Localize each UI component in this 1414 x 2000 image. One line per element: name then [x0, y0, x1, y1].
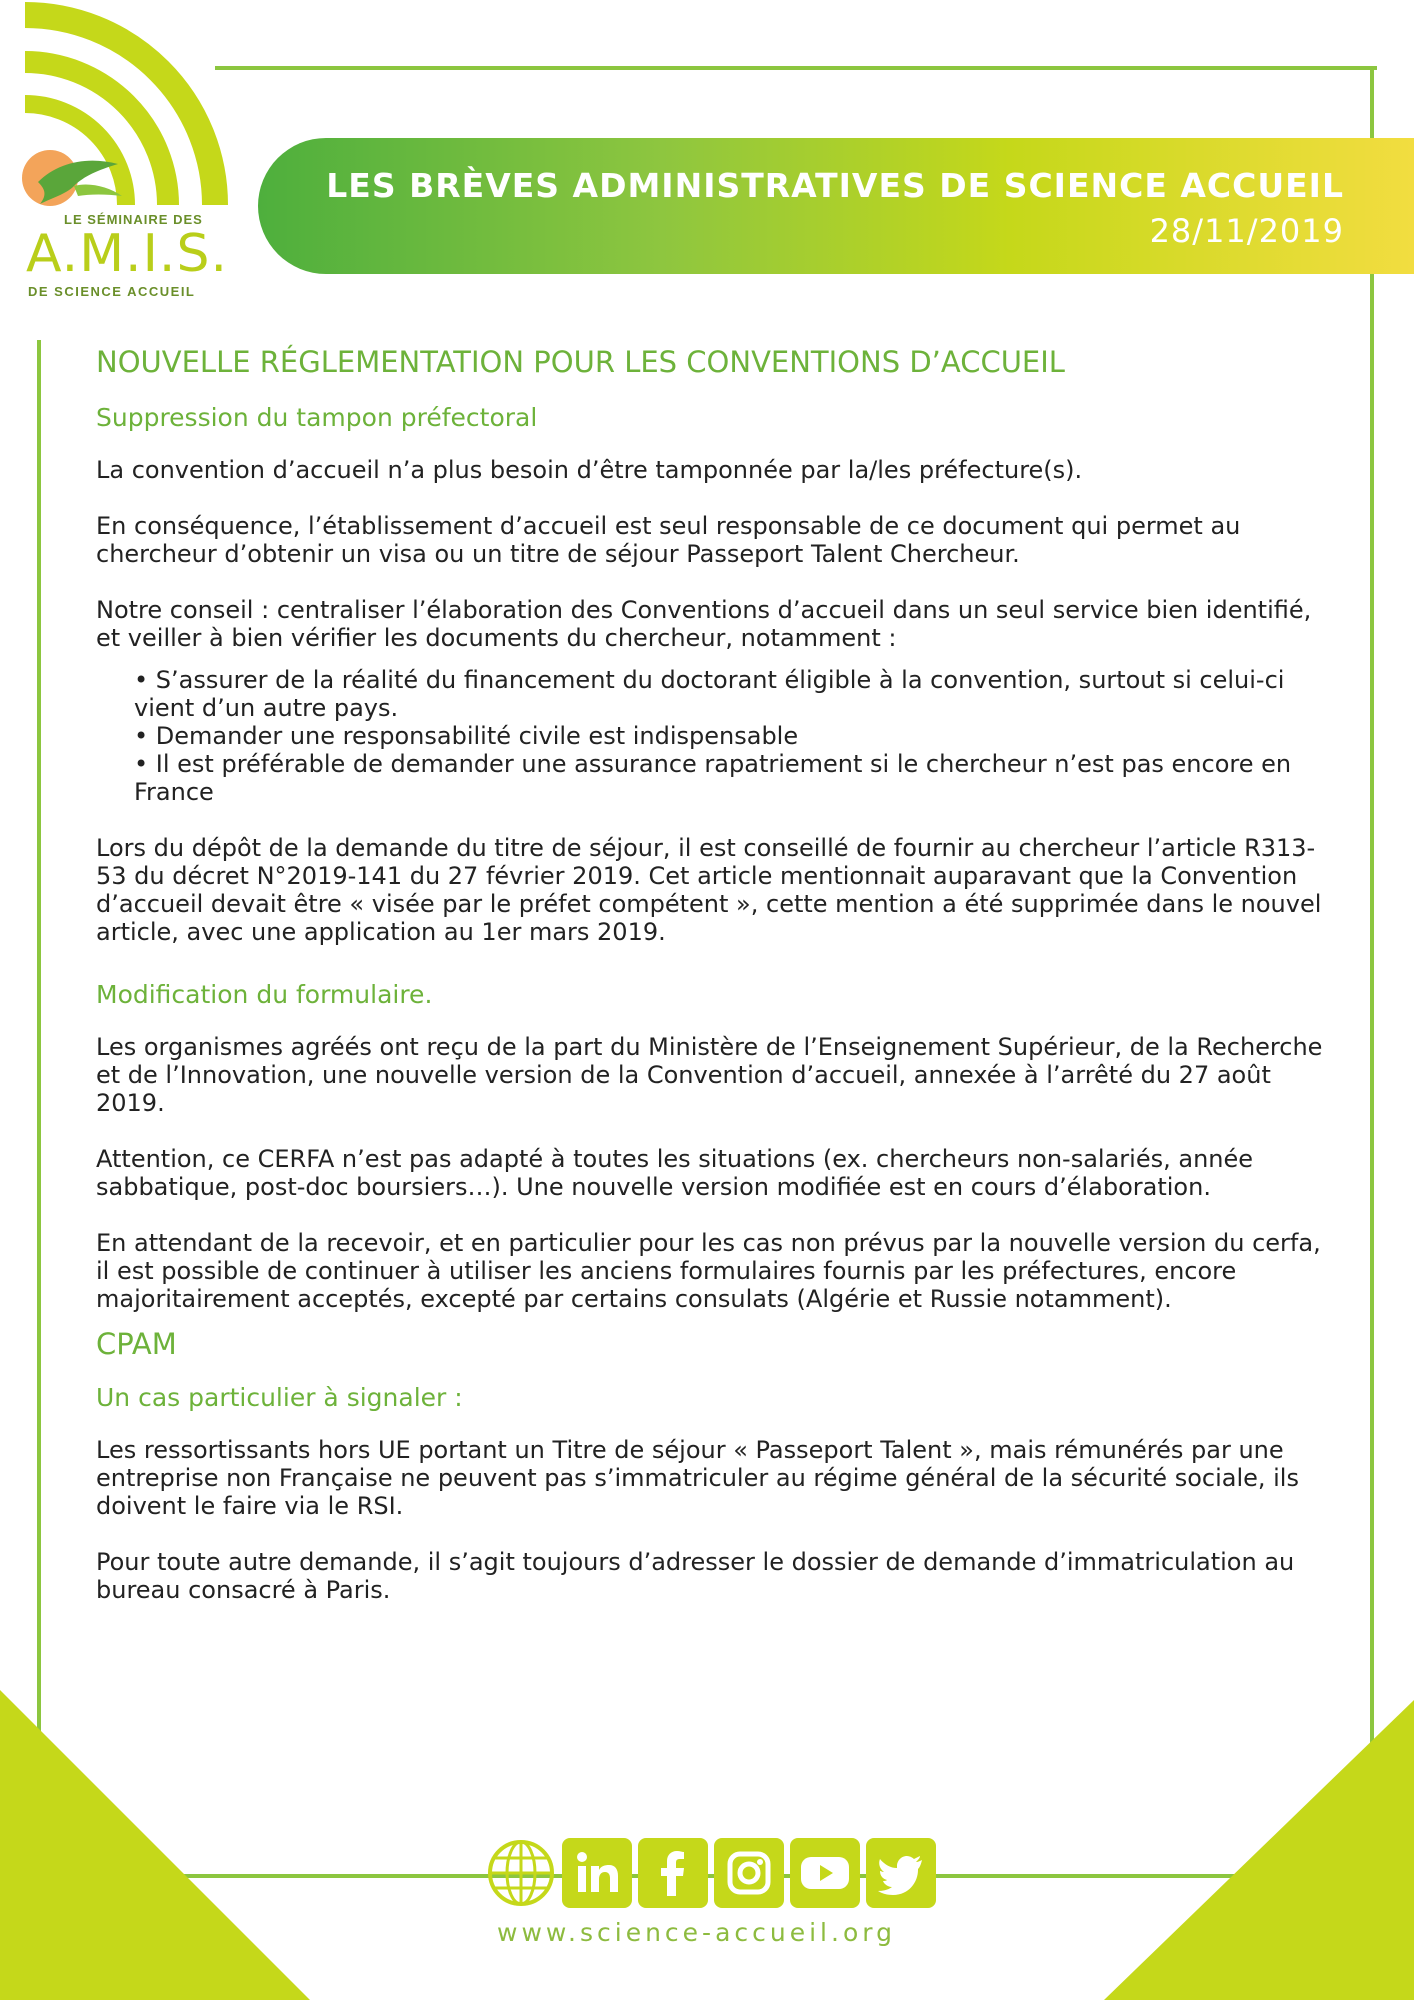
paragraph: Pour toute autre demande, il s’agit toujours d’adresser le dossier de demande d’immatriculation au bureau consacré à Paris. — [96, 1548, 1295, 1604]
subsection-title-cas-particulier: Un cas particulier à signaler : — [96, 1383, 463, 1412]
paragraph: Les ressortissants hors UE portant un Titre de séjour « Passeport Talent », mais rémunérés par une entreprise non Française ne peuvent pas s’immatriculer au régime général de la sécurité sociale, ils doivent le faire via le RSI. — [96, 1436, 1299, 1520]
paragraph: Attention, ce CERFA n’est pas adapté à toutes les situations (ex. chercheurs non-salariés, année sabbatique, post-doc boursiers…). Une nouvelle version modifiée est en cours d’élaboration. — [96, 1145, 1254, 1201]
linkedin-icon[interactable] — [562, 1838, 632, 1908]
globe-icon[interactable] — [486, 1838, 556, 1908]
facebook-icon[interactable] — [638, 1838, 708, 1908]
paragraph: Les organismes agréés ont reçu de la part du Ministère de l’Enseignement Supérieur, de la Recherche et de l’Innovation, une nouvelle version de la Convention d’accueil, annexée à l’arrêté du 27 août 2019. — [96, 1033, 1323, 1117]
main-content — [96, 345, 1336, 1632]
paragraph: En conséquence, l’établissement d’accueil est seul responsable de ce document qui permet au chercheur d’obtenir un visa ou un titre de séjour Passeport Talent Chercheur. — [96, 512, 1241, 568]
twitter-icon[interactable] — [866, 1838, 936, 1908]
paragraph: Lors du dépôt de la demande du titre de séjour, il est conseillé de fournir au chercheur l’article R313-53 du décret N°2019-141 du 27 février 2019. Cet article mentionnait auparavant que la Convention d’accueil devait être « visée par le préfet compétent », cette mention a été supprimée dans le nouvel article, avec une application au 1er mars 2019. — [96, 834, 1322, 946]
logo-line1: LE SÉMINAIRE DES — [64, 212, 203, 227]
subsection-title-formulaire: Modification du formulaire. — [96, 980, 433, 1009]
corner-decoration-right — [1104, 1700, 1414, 2000]
advice-list — [134, 666, 1336, 806]
banner-title: LES BRÈVES ADMINISTRATIVES DE SCIENCE ACCUEIL — [326, 166, 1344, 205]
header-banner — [258, 138, 1414, 274]
list-item: • Demander une responsabilité civile est indispensable — [134, 722, 799, 750]
logo-main: A.M.I.S. — [26, 224, 228, 284]
bird-icon — [18, 142, 128, 212]
section-title-conventions: NOUVELLE RÉGLEMENTATION POUR LES CONVENTIONS D’ACCUEIL — [96, 345, 1065, 379]
section-title-cpam: CPAM — [96, 1327, 177, 1361]
paragraph: Notre conseil : centraliser l’élaboration des Conventions d’accueil dans un seul service bien identifié, et veiller à bien vérifier les documents du chercheur, notamment : — [96, 596, 1312, 652]
instagram-icon[interactable] — [714, 1838, 784, 1908]
amis-logo — [0, 0, 230, 310]
corner-decoration-left — [0, 1690, 310, 2000]
list-item: • S’assurer de la réalité du financement du doctorant éligible à la convention, surtout si celui-ci vient d’un autre pays. — [134, 666, 1285, 722]
website-link[interactable]: www.science-accueil.org — [497, 1918, 896, 1947]
logo-line2: DE SCIENCE ACCUEIL — [28, 284, 196, 299]
social-icons — [486, 1838, 936, 1908]
paragraph: La convention d’accueil n’a plus besoin d’être tamponnée par la/les préfecture(s). — [96, 456, 1083, 484]
list-item: • Il est préférable de demander une assurance rapatriement si le chercheur n’est pas encore en France — [134, 750, 1292, 806]
subsection-title-tampon: Suppression du tampon préfectoral — [96, 403, 538, 432]
banner-date: 28/11/2019 — [1149, 212, 1344, 250]
paragraph: En attendant de la recevoir, et en particulier pour les cas non prévus par la nouvelle version du cerfa, il est possible de continuer à utiliser les anciens formulaires fournis par les préfectures, encore majoritairement acceptés, excepté par certains consulats (Algérie et Russie notamment). — [96, 1229, 1321, 1313]
youtube-icon[interactable] — [790, 1838, 860, 1908]
